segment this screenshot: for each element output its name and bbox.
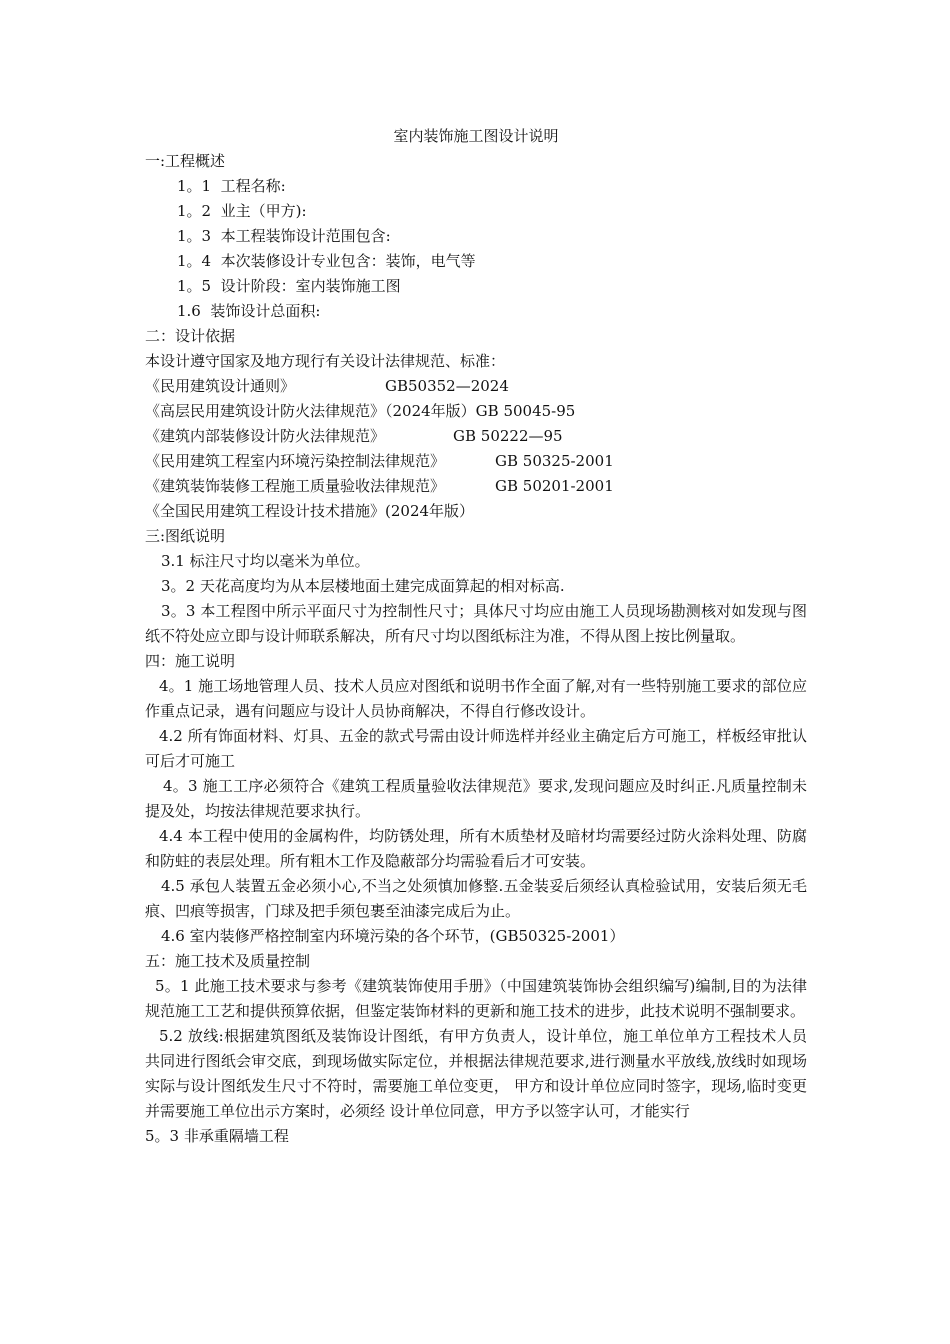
- standard-name: 《建筑装饰装修工程施工质量验收法律规范》: [145, 477, 446, 495]
- standard-name: 《民用建筑设计通则》: [145, 377, 296, 395]
- standard-code: GB50352—2024: [385, 377, 509, 395]
- quality-paragraph: 5。3 非承重隔墙工程: [145, 1127, 289, 1145]
- standard-reference: [145, 374, 807, 399]
- section-heading-construction: 四：施工说明: [145, 652, 236, 670]
- construction-paragraph: 4。1 施工场地管理人员、技术人员应对图纸和说明书作全面了解,对有一些特别施工要求的部位应作重点记录，遇有问题应与设计人员协商解决，不得自行修改设计。: [145, 677, 807, 720]
- construction-paragraph: 4.4 本工程中使用的金属构件，均防锈处理，所有木质垫材及暗材均需要经过防火涂料处理、防腐和防蛀的表层处理。所有粗木工作及隐蔽部分均需验看后才可安装。: [145, 827, 807, 870]
- standard-code: GB 50325-2001: [495, 452, 614, 470]
- standard-name: 《建筑内部装修设计防火法律规范》: [145, 427, 386, 445]
- standard-reference: [145, 449, 807, 474]
- section-heading-drawings: 三:图纸说明: [145, 527, 226, 545]
- section-heading-overview: 一:工程概述: [145, 152, 226, 170]
- drawings-paragraph: 3。2 天花高度均为从本层楼地面土建完成面算起的相对标高.: [161, 577, 565, 595]
- standard-reference: [145, 474, 807, 499]
- standard-reference: [145, 424, 807, 449]
- standard-reference: [145, 399, 807, 424]
- drawings-paragraph: 3。3 本工程图中所示平面尺寸为控制性尺寸；具体尺寸均应由施工人员现场勘测核对如发现与图纸不符处应立即与设计师联系解决，所有尺寸均以图纸标注为准，不得从图上按比例量取。: [145, 602, 807, 645]
- overview-item: 1.6 装饰设计总面积:: [177, 302, 321, 320]
- document-page: [145, 123, 807, 1149]
- construction-paragraph: 4.2 所有饰面材料、灯具、五金的款式号需由设计师选样并经业主确定后方可施工，样板经审批认可后才可施工: [145, 727, 807, 770]
- drawings-paragraph: 3.1 标注尺寸均以毫米为单位。: [161, 552, 370, 570]
- section-heading-quality: 五：施工技术及质量控制: [145, 952, 311, 970]
- overview-item: 1。2 业主（甲方):: [177, 202, 307, 220]
- overview-item: 1。3 本工程装饰设计范围包含:: [177, 227, 391, 245]
- overview-item: 1。5 设计阶段：室内装饰施工图: [177, 277, 401, 295]
- standard-name: 《高层民用建筑设计防火法律规范》（2024年版）GB 50045-95: [145, 402, 576, 420]
- standard-reference: [145, 499, 807, 524]
- section-heading-basis: 二：设计依据: [145, 327, 236, 345]
- quality-paragraph: 5.2 放线:根据建筑图纸及装饰设计图纸，有甲方负责人，设计单位，施工单位单方工程技术人员共同进行图纸会审交底，到现场做实际定位，并根据法律规范要求,进行测量水平放线,放线时如现场实际与设计图纸发生尺寸不符时，需要施工单位变更， 甲方和设计单位应同时签字，现场,临时变更并需要施工单位出示方案时，必须经 设计单位同意，甲方予以签字认可，才能实行: [145, 1027, 807, 1120]
- standard-code: GB 50201-2001: [495, 477, 614, 495]
- standard-name: 《全国民用建筑工程设计技术措施》(2024年版）: [145, 502, 475, 520]
- construction-paragraph: 4.5 承包人装置五金必须小心,不当之处须慎加修整.五金装妥后须经认真检验试用，安装后须无毛痕、凹痕等损害，门球及把手须包裹至油漆完成后为止。: [145, 877, 807, 920]
- construction-paragraph: 4。3 施工工序必须符合《建筑工程质量验收法律规范》要求,发现问题应及时纠正.凡质量控制未提及处，均按法律规范要求执行。: [145, 777, 807, 820]
- construction-paragraph: 4.6 室内装修严格控制室内环境污染的各个环节，(GB50325-2001）: [161, 927, 625, 945]
- quality-paragraph: 5。1 此施工技术要求与参考《建筑装饰使用手册》（中国建筑装饰协会组织编写)编制,目的为法律规范施工工艺和提供预算依据，但鉴定装饰材料的更新和施工技术的进步，此技术说明不强制要求。: [145, 977, 807, 1020]
- standard-name: 《民用建筑工程室内环境污染控制法律规范》: [145, 452, 446, 470]
- document-title: 室内装饰施工图设计说明: [393, 127, 559, 145]
- overview-item: 1。4 本次装修设计专业包含：装饰，电气等: [177, 252, 476, 270]
- basis-intro: 本设计遵守国家及地方现行有关设计法律规范、标准：: [145, 352, 506, 370]
- standard-code: GB 50222—95: [453, 427, 563, 445]
- overview-item: 1。1 工程名称:: [177, 177, 286, 195]
